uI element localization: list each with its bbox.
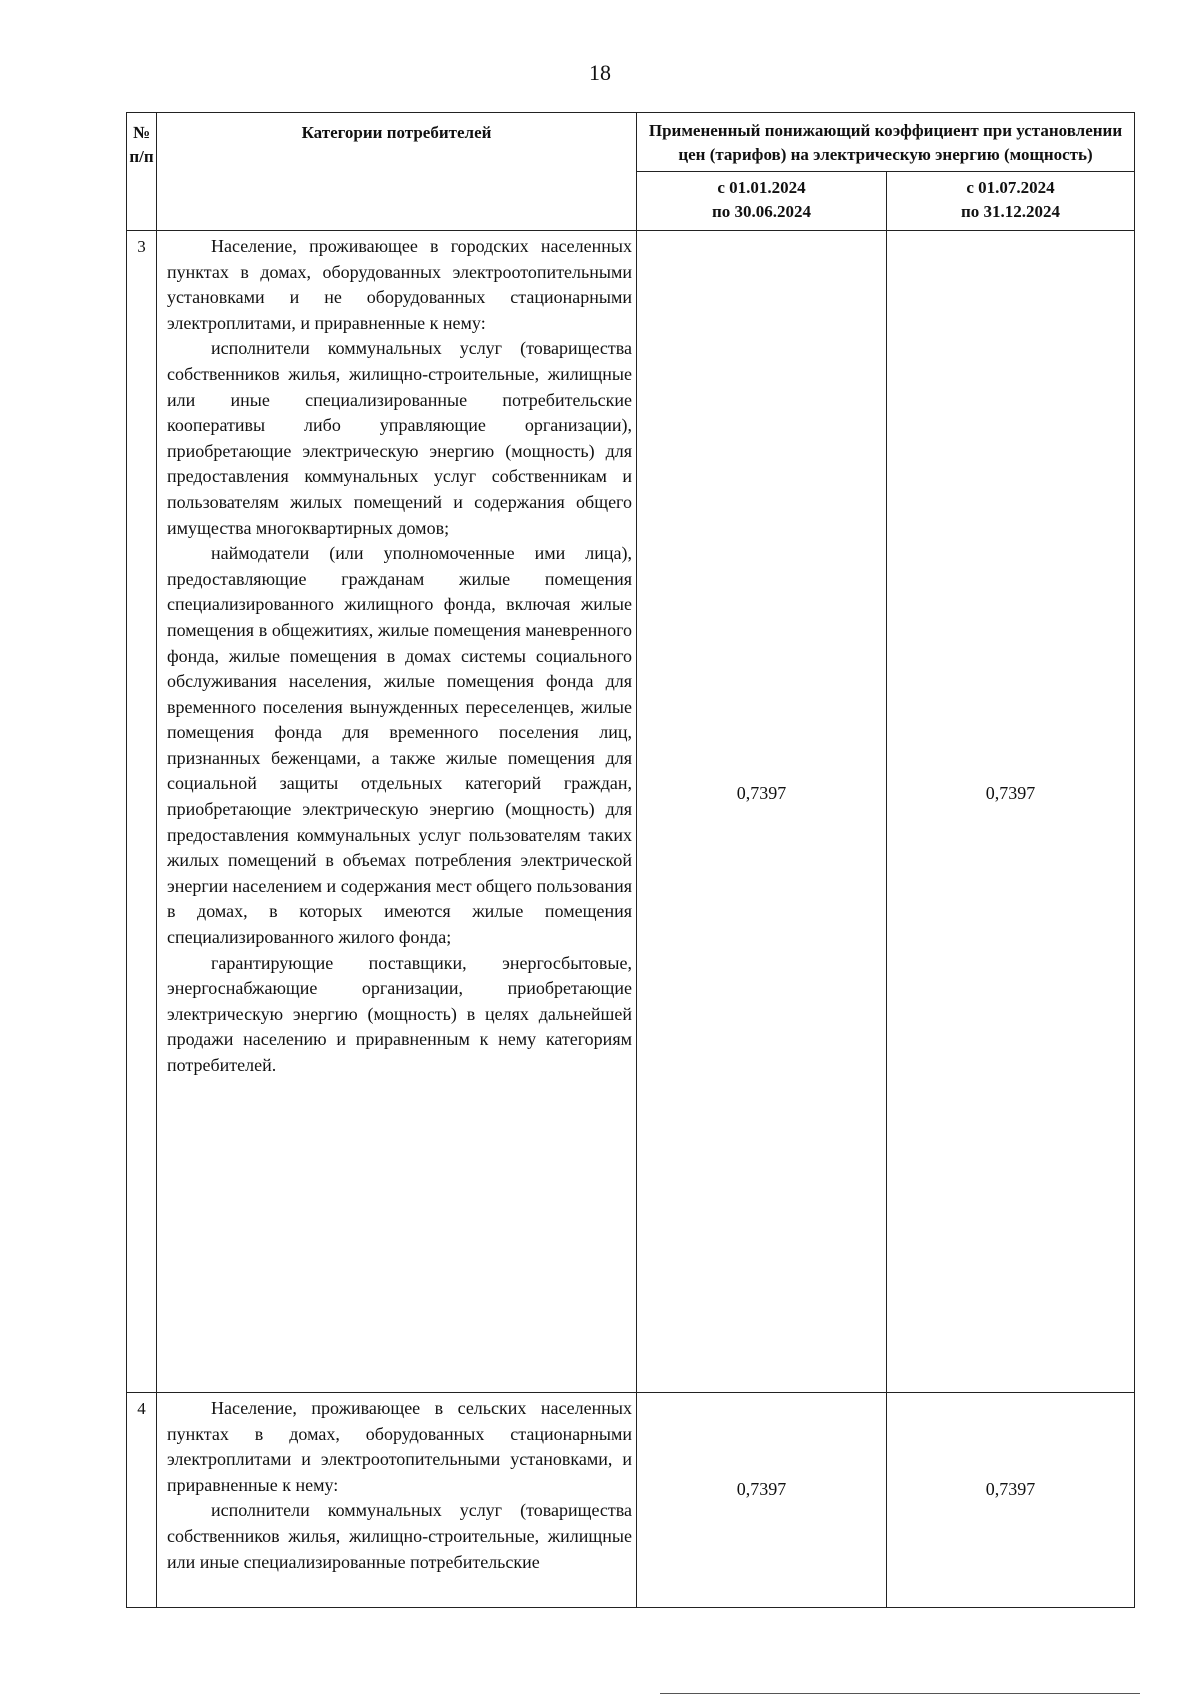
coefficient-value: 0,7397 xyxy=(985,1479,1036,1499)
coefficient-value: 0,7397 xyxy=(736,1479,787,1499)
category-paragraph: гарантирующие поставщики, энергосбытовые, энергоснабжающие организации, приобретающие электрическую энергию (мощность) в целях дальнейшей продажи населению и приравненным к нему категориям потребителей. xyxy=(167,952,632,1075)
period-end: по 31.12.2024 xyxy=(960,202,1061,221)
period-start: с 01.07.2024 xyxy=(966,178,1055,197)
tariff-coefficient-table xyxy=(126,112,1135,1608)
header-period-first-half xyxy=(637,172,887,231)
category-paragraph: исполнители коммунальных услуг (товарищества собственников жилья, жилищно-строительные, жилищные или иные специализированные потребительские кооперативы либо управляющие организации), приобретающие электрическую энергию (мощность) для предоставления коммунальных услуг собственникам и пользователям жилых помещений и содержания общего имущества многоквартирных домов; xyxy=(167,338,632,538)
table-row xyxy=(127,1393,1135,1608)
header-period-second-half xyxy=(887,172,1135,231)
coefficient-cell-second-half xyxy=(887,1393,1135,1608)
category-paragraph: Население, проживающее в городских населенных пунктах в домах, оборудованных электроотопительными установками и не оборудованных стационарными электроплитами, и приравненные к нему: xyxy=(167,236,632,333)
period-end: по 30.06.2024 xyxy=(711,202,812,221)
row-number: 4 xyxy=(127,1393,157,1608)
period-start: с 01.01.2024 xyxy=(717,178,806,197)
page-number: 18 xyxy=(589,60,611,85)
coefficient-cell-second-half xyxy=(887,231,1135,1393)
coefficient-cell-first-half xyxy=(637,1393,887,1608)
footer-rule xyxy=(660,1693,1140,1694)
consumer-category-text xyxy=(157,1393,637,1608)
coefficient-cell-first-half xyxy=(637,231,887,1393)
row-number: 3 xyxy=(127,231,157,1393)
consumer-category-text xyxy=(157,231,637,1393)
coefficient-value: 0,7397 xyxy=(985,783,1036,803)
category-paragraph: исполнители коммунальных услуг (товарищества собственников жилья, жилищно-строительные, жилищные или иные специализированные потребительские xyxy=(167,1500,632,1572)
header-row-number: № п/п xyxy=(127,113,157,231)
header-reduction-coefficient: Примененный понижающий коэффициент при установлении цен (тарифов) на электрическую энергию (мощность) xyxy=(637,113,1135,172)
category-paragraph: Население, проживающее в сельских населенных пунктах в домах, оборудованных стационарными электроплитами и электроотопительными установками, и приравненные к нему: xyxy=(167,1398,632,1495)
table-row xyxy=(127,231,1135,1393)
header-consumer-category: Категории потребителей xyxy=(157,113,637,231)
category-paragraph: наймодатели (или уполномоченные ими лица), предоставляющие гражданам жилые помещения специализированного жилищного фонда, включая жилые помещения в общежитиях, жилые помещения маневренного фонда, жилые помещения в домах системы социального обслуживания населения, жилые помещения фонда для временного поселения вынужденных переселенцев, жилые помещения фонда для временного поселения лиц, признанных беженцами, а также жилые помещения для социальной защиты отдельных категорий граждан, приобретающие электрическую энергию (мощность) для предоставления коммунальных услуг пользователям таких жилых помещений в объемах потребления электрической энергии населением и содержания мест общего пользования в домах, в которых имеются жилые помещения специализированного жилого фонда; xyxy=(167,543,632,948)
coefficient-value: 0,7397 xyxy=(736,783,787,803)
